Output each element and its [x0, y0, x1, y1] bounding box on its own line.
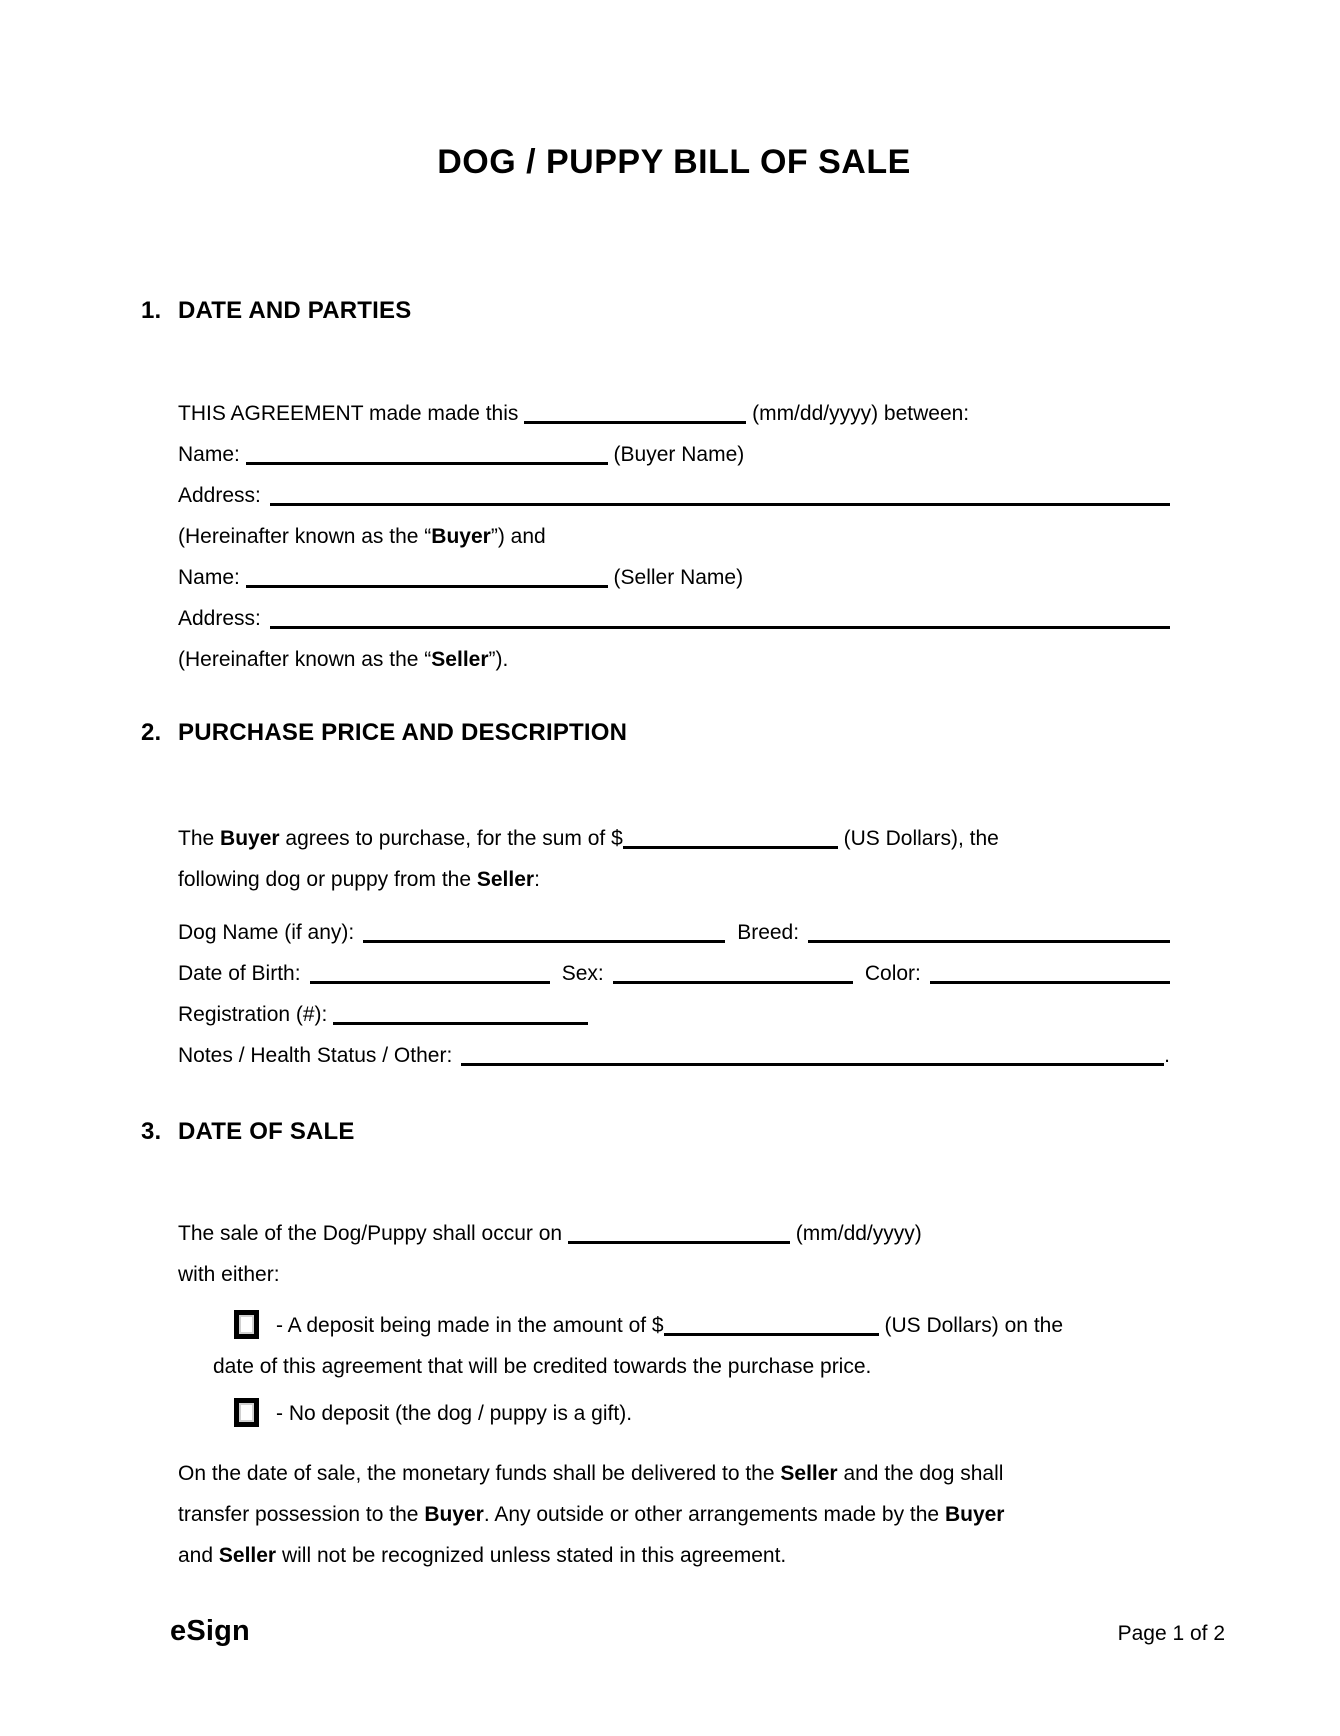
- section-1-heading: [141, 297, 1170, 325]
- dog-name-label: Dog Name (if any):: [178, 921, 355, 944]
- section-2-heading: [141, 719, 1170, 747]
- sale-prefix-text: The sale of the Dog/Puppy shall occur on: [178, 1222, 563, 1245]
- esign-logo: eSign: [170, 1615, 250, 1647]
- page-footer: [170, 1616, 1225, 1649]
- hereinafter-buyer-post: ”) and: [490, 525, 546, 548]
- registration-label: Registration (#):: [178, 1003, 328, 1026]
- buyer-name-label: Name:: [178, 443, 240, 466]
- buyer-address-blank[interactable]: [270, 503, 1170, 506]
- agreement-date-blank[interactable]: [524, 421, 746, 424]
- closing-bold-buyer-2: Buyer: [944, 1503, 1005, 1526]
- seller-address-label: Address:: [178, 607, 261, 630]
- deposit-amount-blank[interactable]: [664, 1333, 879, 1336]
- section-1-heading-text: DATE AND PARTIES: [178, 297, 412, 324]
- color-blank[interactable]: [930, 981, 1170, 984]
- breed-blank[interactable]: [808, 940, 1170, 943]
- dog-name-blank[interactable]: [363, 940, 725, 943]
- no-deposit-line: [234, 1393, 1170, 1434]
- closing-text-6: will not be recognized unless stated in this agreement.: [281, 1544, 787, 1567]
- hereinafter-buyer-bold: Buyer: [431, 525, 491, 548]
- hereinafter-seller-line: [178, 639, 1170, 680]
- purchase-sum-blank[interactable]: [623, 846, 838, 849]
- closing-paragraph: [178, 1453, 1170, 1576]
- sex-blank[interactable]: [613, 981, 853, 984]
- closing-bold-seller-1: Seller: [780, 1462, 838, 1485]
- purchase-paragraph-line-2: [178, 859, 1170, 900]
- purchase-bold-buyer: Buyer: [220, 827, 280, 850]
- buyer-address-line: [178, 475, 1170, 516]
- closing-line-1: [178, 1453, 1170, 1494]
- dob-row: [178, 953, 1170, 994]
- deposit-text-2: (US Dollars) on the: [884, 1314, 1064, 1337]
- hereinafter-seller-post: ”).: [488, 648, 509, 671]
- closing-line-3: [178, 1535, 1170, 1576]
- deposit-text-1: - A deposit being made in the amount of $: [276, 1314, 664, 1337]
- seller-name-line: [178, 557, 1170, 598]
- section-3-heading: [141, 1118, 1170, 1146]
- section-3-heading-text: DATE OF SALE: [178, 1118, 355, 1145]
- notes-period: .: [1164, 1044, 1170, 1067]
- seller-address-blank[interactable]: [270, 626, 1170, 629]
- dog-name-row: [178, 912, 1170, 953]
- deposit-checkbox[interactable]: [234, 1310, 259, 1339]
- agreement-suffix-text: (mm/dd/yyyy) between:: [752, 402, 970, 425]
- breed-label: Breed:: [737, 921, 800, 944]
- purchase-paragraph: [178, 818, 1170, 900]
- purchase-paragraph-line-1: [178, 818, 1170, 859]
- closing-bold-seller-2: Seller: [218, 1544, 277, 1567]
- section-3-number: 3.: [141, 1118, 162, 1145]
- notes-label: Notes / Health Status / Other:: [178, 1044, 453, 1067]
- agreement-prefix-text: THIS AGREEMENT made made this: [178, 402, 519, 425]
- purchase-bold-seller: Seller: [476, 868, 535, 891]
- section-2-number: 2.: [141, 719, 162, 746]
- seller-name-label: Name:: [178, 566, 240, 589]
- color-label: Color:: [864, 962, 921, 985]
- purchase-text-5: :: [534, 868, 540, 891]
- section-2-heading-text: PURCHASE PRICE AND DESCRIPTION: [178, 719, 628, 746]
- closing-bold-buyer-1: Buyer: [424, 1503, 484, 1526]
- section-1-number: 1.: [141, 297, 162, 324]
- closing-text-4: . Any outside or other arrangements made by the: [483, 1503, 940, 1526]
- page-indicator: Page 1 of 2: [1117, 1622, 1225, 1645]
- deposit-option-line-2: date of this agreement that will be credited towards the purchase price.: [213, 1355, 872, 1378]
- registration-blank[interactable]: [333, 1022, 588, 1025]
- closing-text-5: and: [178, 1544, 214, 1567]
- hereinafter-seller-pre: (Hereinafter known as the “: [178, 648, 432, 671]
- buyer-name-suffix: (Buyer Name): [613, 443, 745, 466]
- sale-suffix-text: (mm/dd/yyyy): [795, 1222, 922, 1245]
- hereinafter-buyer-line: [178, 516, 1170, 557]
- deposit-option: [178, 1305, 1170, 1387]
- section-3-body: [178, 1213, 1170, 1295]
- purchase-text-1: The: [178, 827, 215, 850]
- with-either-line: with either:: [178, 1263, 280, 1286]
- seller-address-line: [178, 598, 1170, 639]
- section-1-body: [178, 393, 1170, 680]
- buyer-name-blank[interactable]: [246, 462, 608, 465]
- closing-line-2: [178, 1494, 1170, 1535]
- seller-name-blank[interactable]: [246, 585, 608, 588]
- no-deposit-text: - No deposit (the dog / puppy is a gift).: [276, 1402, 633, 1425]
- buyer-address-label: Address:: [178, 484, 261, 507]
- closing-text-2: and the dog shall: [843, 1462, 1004, 1485]
- registration-row: [178, 994, 1170, 1035]
- document-title: DOG / PUPPY BILL OF SALE: [437, 143, 911, 181]
- hereinafter-buyer-pre: (Hereinafter known as the “: [178, 525, 432, 548]
- purchase-text-2: agrees to purchase, for the sum of $: [285, 827, 623, 850]
- dob-label: Date of Birth:: [178, 962, 301, 985]
- notes-row: [178, 1035, 1170, 1076]
- sale-date-line: [178, 1213, 1170, 1254]
- hereinafter-seller-bold: Seller: [431, 648, 489, 671]
- purchase-text-3: (US Dollars), the: [843, 827, 999, 850]
- deposit-option-line-1: [234, 1305, 1170, 1346]
- seller-name-suffix: (Seller Name): [613, 566, 744, 589]
- dog-description-rows: [178, 912, 1170, 1076]
- notes-blank[interactable]: [461, 1063, 1164, 1066]
- no-deposit-checkbox[interactable]: [234, 1398, 259, 1427]
- sex-label: Sex:: [561, 962, 604, 985]
- closing-text-1: On the date of sale, the monetary funds shall be delivered to the: [178, 1462, 775, 1485]
- agreement-date-line: [178, 393, 1170, 434]
- dob-blank[interactable]: [310, 981, 550, 984]
- buyer-name-line: [178, 434, 1170, 475]
- purchase-text-4: following dog or puppy from the: [178, 868, 472, 891]
- no-deposit-option: [178, 1393, 1170, 1434]
- sale-date-blank[interactable]: [568, 1241, 790, 1244]
- closing-text-3: transfer possession to the: [178, 1503, 419, 1526]
